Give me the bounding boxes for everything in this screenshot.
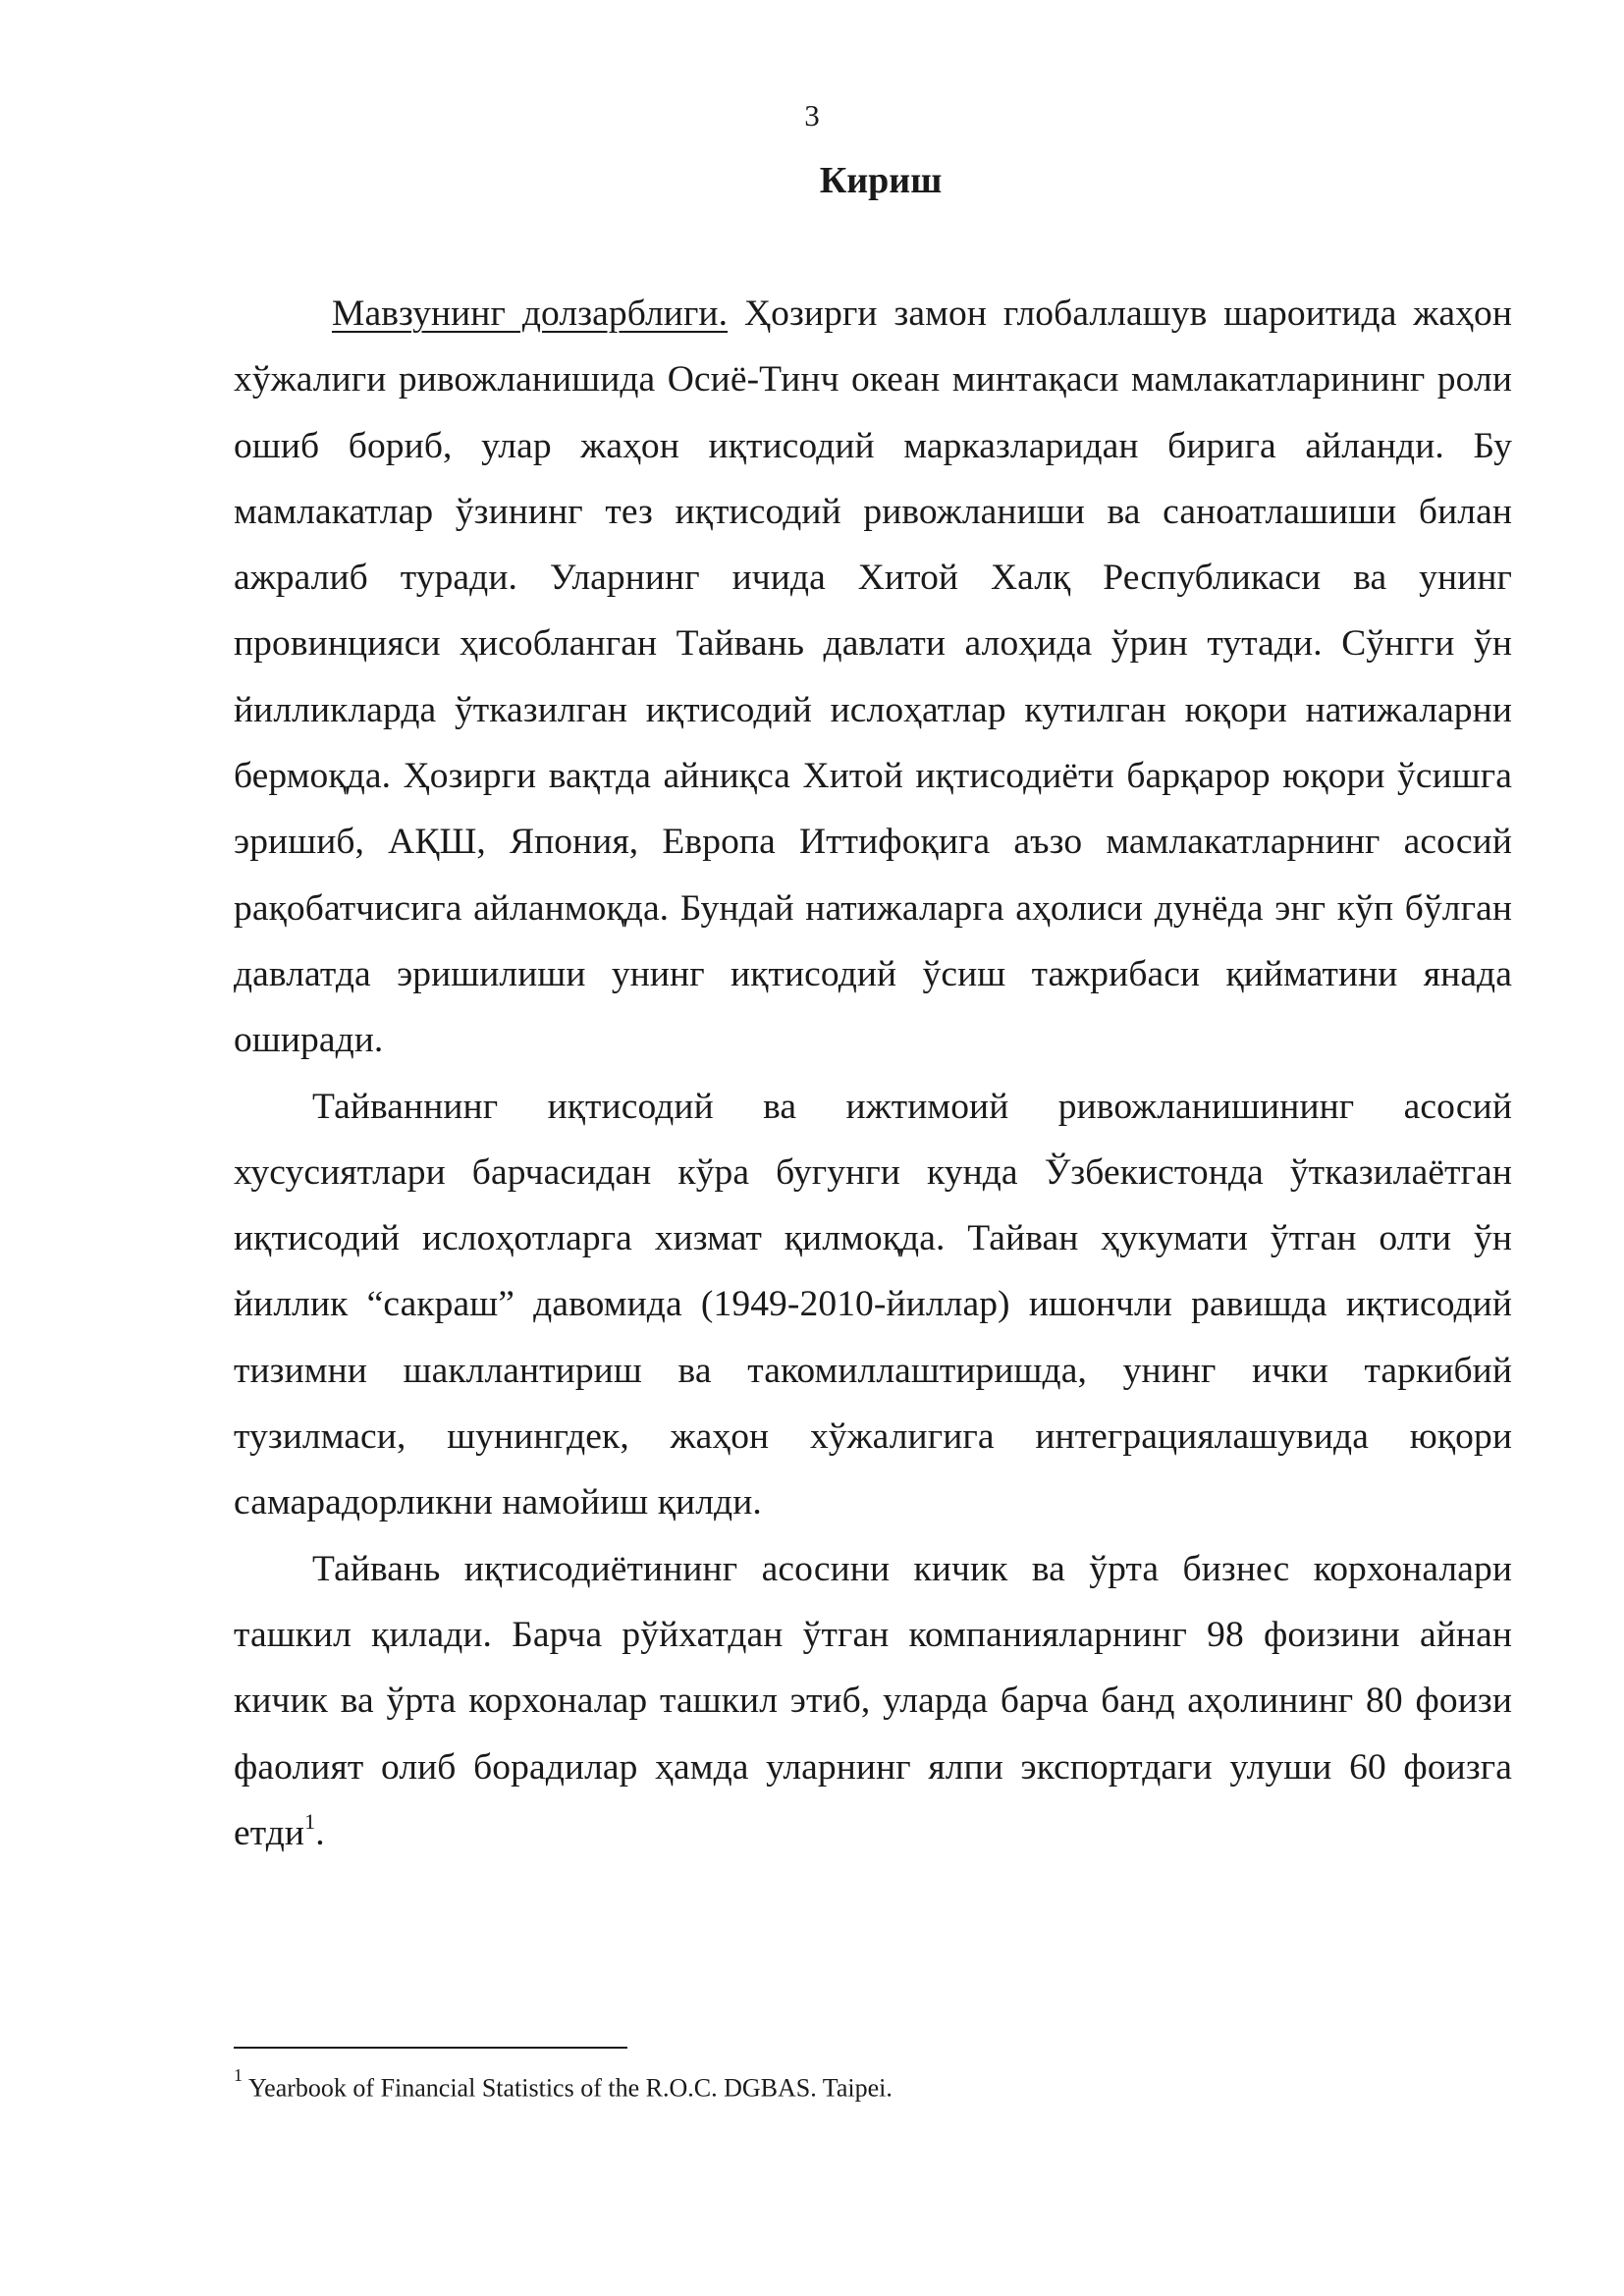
paragraph-small-business (234, 1536, 1512, 1866)
footnote-text: Yearbook of Financial Statistics of the R.O.C. DGBAS. Taipei. (248, 2073, 893, 2103)
paragraph-taiwan-features (234, 1074, 1512, 1536)
paragraph-end: . (315, 1812, 325, 1853)
footnote-reference: 1 (304, 1809, 316, 1835)
footnote-marker: 1 (234, 2065, 243, 2085)
relevance-lead: Мавзунинг долзарблиги. (332, 294, 729, 334)
paragraph-relevance (234, 281, 1512, 1074)
page-number: 3 (804, 98, 820, 133)
page-heading: Кириш (819, 160, 943, 201)
paragraph-text: Тайвань иқтисодиётининг асосини кичик ва ўрта бизнес корхоналари ташкил қилади. Барча рўйхатдан ўтган компанияларнинг 98 фоизини айнан кичик ва ўрта корхоналар ташкил этиб, уларда барча банд аҳолининг 80 фоизи фаолият олиб борадилар ҳамда уларнинг ялпи экспортдаги улуши 60 фоизга етди (234, 1548, 1512, 1853)
paragraph-text: Ҳозирги замон глобаллашув шароитида жаҳон хўжалиги ривожланишида Осиё-Тинч океан минтақаси мамлакатларининг роли ошиб бориб, улар жаҳон иқтисодий марказларидан бирига айланди. Бу мамлакатлар ўзининг тез иқтисодий ривожланиши ва саноатлашиши билан ажралиб туради. Уларнинг ичида Хитой Халқ Республикаси ва унинг провинцияси ҳисобланган Тайвань давлати алоҳида ўрин тутади. Сўнгги ўн йилликларда ўтказилган иқтисодий ислоҳатлар кутилган юқори натижаларни бермоқда. Ҳозирги вақтда айниқса Хитой иқтисодиёти барқарор юқори ўсишга эришиб, АҚШ, Япония, Европа Иттифоқига аъзо мамлакатларнинг асосий рақобатчисига айланмоқда. Бундай натижаларга аҳолиси дунёда энг кўп бўлган давлатда эришилиши унинг иқтисодий ўсиш тажрибаси қийматини янада оширади. (234, 294, 1513, 1061)
footnote-separator (234, 2047, 627, 2049)
body-text (234, 281, 1512, 1866)
footnote (234, 2061, 1510, 2109)
paragraph-text: Тайваннинг иқтисодий ва ижтимоий ривожланишининг асосий хусусиятлари барчасидан кўра бугунги кунда Ўзбекистонда ўтказилаётган иқтисодий ислоҳотларга хизмат қилмоқда. Тайван ҳукумати ўтган олти ўн йиллик “сакраш” давомида (1949-2010-йиллар) ишончли равишда иқтисодий тизимни шакллантириш ва такомиллаштиришда, унинг ички таркибий тузилмаси, шунингдек, жаҳон хўжалигига интеграциялашувида юқори самарадорликни намойиш қилди. (234, 1086, 1512, 1523)
